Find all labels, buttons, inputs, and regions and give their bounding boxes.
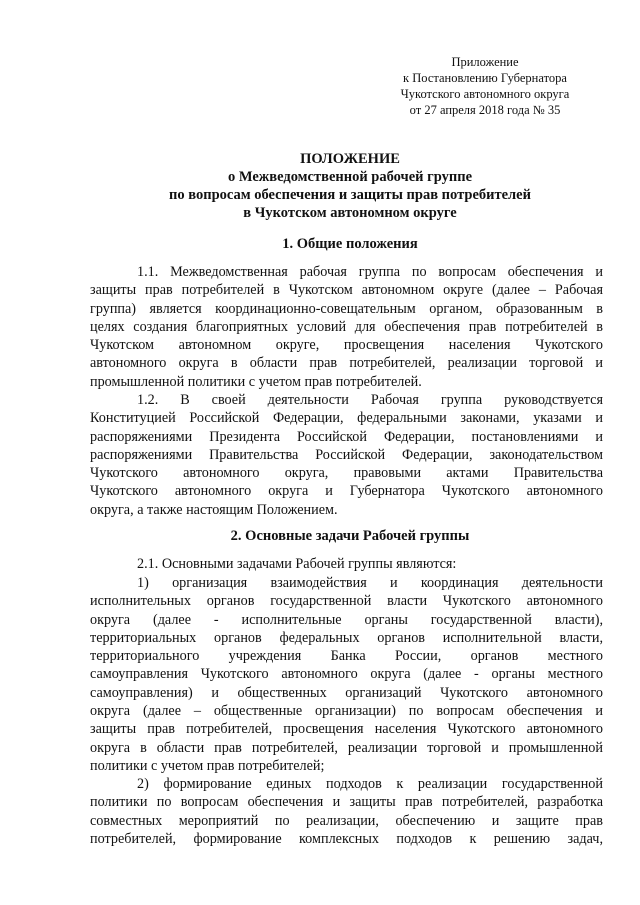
text-line: округа, а также настоящим Положением. xyxy=(90,501,338,518)
title-line-3: по вопросам обеспечения и защиты прав потребителей xyxy=(169,187,531,203)
text-line: потребителей, формирование комплексных подходов к решению задач, xyxy=(90,830,603,847)
text-line: территориального учреждения Банка России, органов местного xyxy=(90,648,603,665)
text-line: Конституцией Российской Федерации, федеральными законами, указами и xyxy=(90,410,603,427)
title-line-4: в Чукотском автономном округе xyxy=(243,205,457,221)
text-line: 2.1. Основными задачами Рабочей группы являются: xyxy=(137,556,457,572)
text-line: 1.2. В своей деятельности Рабочая группа руководствуется xyxy=(137,392,603,408)
text-line: распоряжениями Президента Российской Федерации, постановлениями и xyxy=(90,428,603,445)
section-1-paragraph-1 xyxy=(90,263,603,391)
text-line: территориальных органов федеральных органов исполнительной власти, xyxy=(90,629,603,646)
section-2-paragraph-2 xyxy=(90,574,603,775)
section-2-paragraph-3 xyxy=(90,775,603,848)
section-2-heading: 2. Основные задачи Рабочей группы xyxy=(230,528,470,544)
section-2-paragraph-1 xyxy=(90,555,603,573)
text-line: автономного округа в области прав потребителей, реализации торговой и xyxy=(90,355,603,372)
text-line: самоуправления Чукотского автономного округа (далее - органы местного xyxy=(90,666,603,683)
text-line: распоряжениями Правительства Российской Федерации, законодательством xyxy=(90,446,603,463)
text-line: округа (далее – общественные организации) по вопросам обеспечения и xyxy=(90,703,603,720)
appendix-line-1: Приложение xyxy=(451,55,519,69)
text-line: совместных мероприятий по реализации, обеспечению и защите прав xyxy=(90,812,603,829)
text-line: защиты прав потребителей в Чукотском автономном округе (далее – Рабочая xyxy=(90,282,603,299)
document-title xyxy=(90,150,610,222)
text-line: округа (далее - исполнительные органы государственной власти), xyxy=(90,611,603,628)
appendix-line-3: Чукотского автономного округа xyxy=(400,87,570,101)
text-line: округа в области прав потребителей, реализации торговой и промышленной xyxy=(90,739,603,756)
appendix-line-2: к Постановлению Губернатора xyxy=(403,71,567,85)
text-line: промышленной политики с учетом прав потребителей. xyxy=(90,373,422,390)
text-line: 1.1. Межведомственная рабочая группа по вопросам обеспечения и xyxy=(137,264,603,280)
text-line: 1) организация взаимодействия и координация деятельности xyxy=(137,575,603,591)
title-line-2: о Межведомственной рабочей группе xyxy=(227,169,473,185)
text-line: Чукотского автономного округа, правовыми актами Правительства xyxy=(90,465,603,482)
text-line: защиты прав потребителей, просвещения населения Чукотского автономного xyxy=(90,721,603,738)
appendix-line-4: от 27 апреля 2018 года № 35 xyxy=(409,103,561,117)
text-line: политики с учетом прав потребителей; xyxy=(90,757,325,774)
appendix-block xyxy=(370,54,600,118)
text-line: Чукотского автономного округа и Губернатора Чукотского автономного xyxy=(90,483,603,500)
text-line: целях создания благоприятных условий для обеспечения прав потребителей в xyxy=(90,318,603,335)
text-line: политики по вопросам обеспечения и защиты прав потребителей, разработка xyxy=(90,794,603,811)
text-line: исполнительных органов государственной власти Чукотского автономного xyxy=(90,593,603,610)
section-1-heading: 1. Общие положения xyxy=(282,236,418,252)
text-line: Чукотском автономном округе, просвещения населения Чукотского xyxy=(90,337,603,354)
title-line-1: ПОЛОЖЕНИЕ xyxy=(300,151,400,167)
text-line: самоуправления) и общественных организаций Чукотского автономного xyxy=(90,684,603,701)
text-line: группа) является координационно-совещательным органом, образованным в xyxy=(90,300,603,317)
text-line: 2) формирование единых подходов к реализации государственной xyxy=(137,776,603,792)
section-1-paragraph-2 xyxy=(90,391,603,519)
